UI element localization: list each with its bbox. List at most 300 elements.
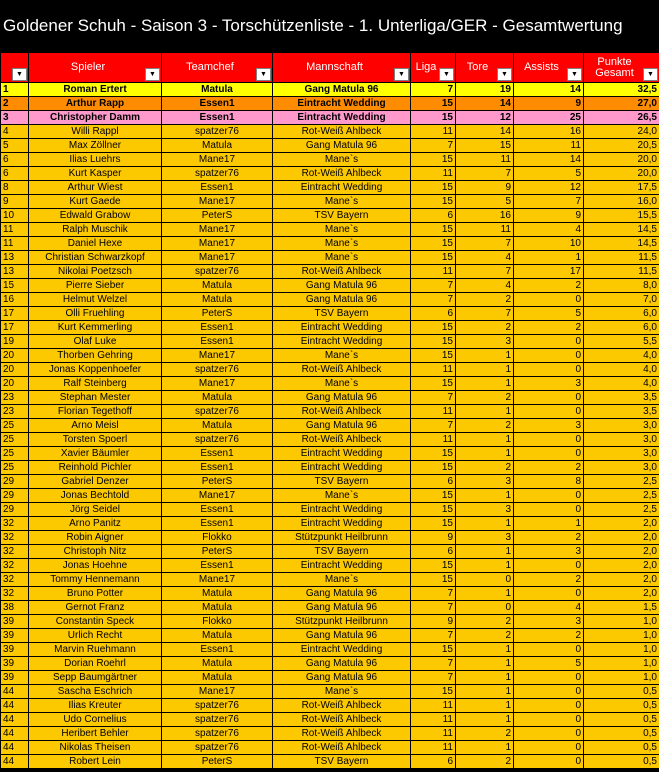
cell-tore[interactable]: 7: [456, 167, 514, 181]
cell-punkte[interactable]: 6,0: [584, 321, 659, 335]
cell-tore[interactable]: 3: [456, 335, 514, 349]
cell-assists[interactable]: 9: [514, 97, 584, 111]
cell-rank[interactable]: 32: [1, 545, 29, 559]
cell-teamchef[interactable]: Mane17: [162, 237, 273, 251]
cell-spieler[interactable]: Heribert Behler: [29, 727, 162, 741]
cell-assists[interactable]: 14: [514, 83, 584, 97]
cell-mannschaft[interactable]: Stützpunkt Heilbrunn: [273, 615, 411, 629]
cell-punkte[interactable]: 0,5: [584, 741, 659, 755]
cell-rank[interactable]: 23: [1, 391, 29, 405]
cell-teamchef[interactable]: Mane17: [162, 223, 273, 237]
cell-liga[interactable]: 6: [411, 755, 456, 769]
cell-liga[interactable]: 7: [411, 391, 456, 405]
cell-rank[interactable]: 32: [1, 531, 29, 545]
cell-tore[interactable]: 1: [456, 643, 514, 657]
table-row[interactable]: [1, 363, 659, 377]
cell-teamchef[interactable]: Essen1: [162, 559, 273, 573]
table-row[interactable]: [1, 321, 659, 335]
cell-punkte[interactable]: 27,0: [584, 97, 659, 111]
cell-mannschaft[interactable]: Mane`s: [273, 195, 411, 209]
cell-liga[interactable]: 6: [411, 545, 456, 559]
table-row[interactable]: [1, 447, 659, 461]
cell-assists[interactable]: 1: [514, 517, 584, 531]
cell-liga[interactable]: 7: [411, 601, 456, 615]
cell-rank[interactable]: 11: [1, 223, 29, 237]
table-row[interactable]: [1, 125, 659, 139]
table-row[interactable]: [1, 111, 659, 125]
cell-assists[interactable]: 3: [514, 377, 584, 391]
cell-rank[interactable]: 25: [1, 419, 29, 433]
cell-punkte[interactable]: 2,0: [584, 573, 659, 587]
cell-tore[interactable]: 2: [456, 321, 514, 335]
cell-spieler[interactable]: Roman Ertert: [29, 83, 162, 97]
table-row[interactable]: [1, 419, 659, 433]
cell-spieler[interactable]: Nikolas Theisen: [29, 741, 162, 755]
cell-assists[interactable]: 0: [514, 363, 584, 377]
cell-teamchef[interactable]: Mane17: [162, 377, 273, 391]
cell-rank[interactable]: 32: [1, 573, 29, 587]
cell-assists[interactable]: 0: [514, 405, 584, 419]
cell-rank[interactable]: 13: [1, 265, 29, 279]
cell-liga[interactable]: 11: [411, 405, 456, 419]
cell-punkte[interactable]: 2,0: [584, 517, 659, 531]
cell-liga[interactable]: 11: [411, 433, 456, 447]
cell-rank[interactable]: 20: [1, 377, 29, 391]
cell-spieler[interactable]: Arthur Rapp: [29, 97, 162, 111]
cell-liga[interactable]: 9: [411, 615, 456, 629]
cell-spieler[interactable]: Ilias Luehrs: [29, 153, 162, 167]
filter-dropdown-icon[interactable]: ▼: [497, 68, 512, 81]
cell-assists[interactable]: 3: [514, 615, 584, 629]
cell-punkte[interactable]: 7,0: [584, 293, 659, 307]
cell-teamchef[interactable]: PeterS: [162, 545, 273, 559]
table-row[interactable]: [1, 545, 659, 559]
cell-assists[interactable]: 0: [514, 671, 584, 685]
cell-teamchef[interactable]: Essen1: [162, 461, 273, 475]
cell-mannschaft[interactable]: Rot-Weiß Ahlbeck: [273, 167, 411, 181]
cell-tore[interactable]: 1: [456, 405, 514, 419]
cell-assists[interactable]: 2: [514, 629, 584, 643]
cell-spieler[interactable]: Urlich Recht: [29, 629, 162, 643]
cell-punkte[interactable]: 20,0: [584, 153, 659, 167]
cell-spieler[interactable]: Florian Tegethoff: [29, 405, 162, 419]
cell-mannschaft[interactable]: Gang Matula 96: [273, 279, 411, 293]
cell-spieler[interactable]: Gernot Franz: [29, 601, 162, 615]
table-row[interactable]: [1, 377, 659, 391]
cell-assists[interactable]: 0: [514, 685, 584, 699]
cell-rank[interactable]: 32: [1, 559, 29, 573]
cell-mannschaft[interactable]: Mane`s: [273, 573, 411, 587]
cell-punkte[interactable]: 1,0: [584, 657, 659, 671]
cell-spieler[interactable]: Daniel Hexe: [29, 237, 162, 251]
cell-spieler[interactable]: Xavier Bäumler: [29, 447, 162, 461]
cell-assists[interactable]: 2: [514, 279, 584, 293]
cell-teamchef[interactable]: Essen1: [162, 503, 273, 517]
cell-tore[interactable]: 0: [456, 601, 514, 615]
cell-teamchef[interactable]: Mane17: [162, 685, 273, 699]
col-header-teamchef[interactable]: Teamchef ▼: [162, 53, 273, 83]
cell-assists[interactable]: 0: [514, 559, 584, 573]
cell-liga[interactable]: 15: [411, 97, 456, 111]
cell-assists[interactable]: 5: [514, 167, 584, 181]
cell-liga[interactable]: 15: [411, 153, 456, 167]
cell-tore[interactable]: 3: [456, 503, 514, 517]
cell-punkte[interactable]: 32,5: [584, 83, 659, 97]
cell-mannschaft[interactable]: Mane`s: [273, 489, 411, 503]
cell-teamchef[interactable]: Flokko: [162, 615, 273, 629]
cell-assists[interactable]: 16: [514, 125, 584, 139]
cell-assists[interactable]: 0: [514, 727, 584, 741]
cell-teamchef[interactable]: spatzer76: [162, 405, 273, 419]
cell-punkte[interactable]: 2,0: [584, 545, 659, 559]
cell-assists[interactable]: 2: [514, 573, 584, 587]
cell-rank[interactable]: 39: [1, 629, 29, 643]
cell-liga[interactable]: 11: [411, 713, 456, 727]
cell-spieler[interactable]: Christoph Nitz: [29, 545, 162, 559]
cell-rank[interactable]: 19: [1, 335, 29, 349]
cell-rank[interactable]: 25: [1, 433, 29, 447]
cell-rank[interactable]: 44: [1, 741, 29, 755]
cell-tore[interactable]: 4: [456, 279, 514, 293]
table-row[interactable]: [1, 601, 659, 615]
cell-mannschaft[interactable]: Rot-Weiß Ahlbeck: [273, 699, 411, 713]
cell-tore[interactable]: 7: [456, 307, 514, 321]
filter-dropdown-icon[interactable]: ▼: [145, 68, 160, 81]
col-header-mannschaft[interactable]: Mannschaft ▼: [273, 53, 411, 83]
cell-spieler[interactable]: Ilias Kreuter: [29, 699, 162, 713]
cell-punkte[interactable]: 5,5: [584, 335, 659, 349]
cell-tore[interactable]: 3: [456, 531, 514, 545]
cell-teamchef[interactable]: spatzer76: [162, 125, 273, 139]
cell-tore[interactable]: 12: [456, 111, 514, 125]
table-row[interactable]: [1, 433, 659, 447]
table-row[interactable]: [1, 279, 659, 293]
cell-mannschaft[interactable]: Eintracht Wedding: [273, 503, 411, 517]
cell-liga[interactable]: 11: [411, 727, 456, 741]
cell-punkte[interactable]: 2,0: [584, 531, 659, 545]
table-row[interactable]: [1, 559, 659, 573]
cell-teamchef[interactable]: spatzer76: [162, 363, 273, 377]
cell-tore[interactable]: 2: [456, 615, 514, 629]
col-header-rank[interactable]: [1, 53, 29, 83]
table-row[interactable]: [1, 153, 659, 167]
table-row[interactable]: [1, 643, 659, 657]
cell-tore[interactable]: 1: [456, 447, 514, 461]
cell-assists[interactable]: 0: [514, 755, 584, 769]
cell-liga[interactable]: 7: [411, 671, 456, 685]
cell-spieler[interactable]: Helmut Welzel: [29, 293, 162, 307]
cell-mannschaft[interactable]: TSV Bayern: [273, 475, 411, 489]
cell-teamchef[interactable]: Matula: [162, 587, 273, 601]
cell-punkte[interactable]: 1,5: [584, 601, 659, 615]
table-row[interactable]: [1, 629, 659, 643]
cell-punkte[interactable]: 11,5: [584, 265, 659, 279]
cell-tore[interactable]: 11: [456, 153, 514, 167]
cell-liga[interactable]: 11: [411, 741, 456, 755]
cell-liga[interactable]: 7: [411, 279, 456, 293]
cell-punkte[interactable]: 3,0: [584, 461, 659, 475]
cell-liga[interactable]: 15: [411, 251, 456, 265]
cell-mannschaft[interactable]: Gang Matula 96: [273, 293, 411, 307]
cell-spieler[interactable]: Stephan Mester: [29, 391, 162, 405]
cell-rank[interactable]: 11: [1, 237, 29, 251]
table-row[interactable]: [1, 573, 659, 587]
cell-rank[interactable]: 6: [1, 153, 29, 167]
cell-rank[interactable]: 8: [1, 181, 29, 195]
cell-rank[interactable]: 3: [1, 111, 29, 125]
cell-mannschaft[interactable]: Gang Matula 96: [273, 139, 411, 153]
cell-punkte[interactable]: 1,0: [584, 671, 659, 685]
cell-mannschaft[interactable]: Eintracht Wedding: [273, 335, 411, 349]
cell-spieler[interactable]: Sepp Baumgärtner: [29, 671, 162, 685]
cell-liga[interactable]: 11: [411, 125, 456, 139]
cell-teamchef[interactable]: Flokko: [162, 531, 273, 545]
cell-teamchef[interactable]: Matula: [162, 601, 273, 615]
filter-dropdown-icon[interactable]: ▼: [567, 68, 582, 81]
cell-punkte[interactable]: 4,0: [584, 349, 659, 363]
cell-assists[interactable]: 0: [514, 447, 584, 461]
cell-tore[interactable]: 2: [456, 391, 514, 405]
cell-rank[interactable]: 44: [1, 699, 29, 713]
cell-spieler[interactable]: Nikolai Poetzsch: [29, 265, 162, 279]
cell-mannschaft[interactable]: Gang Matula 96: [273, 671, 411, 685]
cell-mannschaft[interactable]: Eintracht Wedding: [273, 321, 411, 335]
cell-spieler[interactable]: Pierre Sieber: [29, 279, 162, 293]
cell-liga[interactable]: 6: [411, 209, 456, 223]
cell-spieler[interactable]: Kurt Gaede: [29, 195, 162, 209]
cell-tore[interactable]: 14: [456, 125, 514, 139]
cell-teamchef[interactable]: Essen1: [162, 111, 273, 125]
cell-spieler[interactable]: Christian Schwarzkopf: [29, 251, 162, 265]
cell-tore[interactable]: 7: [456, 265, 514, 279]
cell-mannschaft[interactable]: Rot-Weiß Ahlbeck: [273, 363, 411, 377]
cell-assists[interactable]: 0: [514, 391, 584, 405]
table-row[interactable]: [1, 251, 659, 265]
cell-punkte[interactable]: 26,5: [584, 111, 659, 125]
table-row[interactable]: [1, 461, 659, 475]
cell-punkte[interactable]: 1,0: [584, 643, 659, 657]
cell-teamchef[interactable]: Matula: [162, 657, 273, 671]
cell-mannschaft[interactable]: Eintracht Wedding: [273, 111, 411, 125]
cell-liga[interactable]: 15: [411, 223, 456, 237]
cell-mannschaft[interactable]: Eintracht Wedding: [273, 97, 411, 111]
cell-punkte[interactable]: 3,0: [584, 447, 659, 461]
cell-spieler[interactable]: Arno Panitz: [29, 517, 162, 531]
cell-rank[interactable]: 4: [1, 125, 29, 139]
cell-assists[interactable]: 0: [514, 433, 584, 447]
cell-tore[interactable]: 1: [456, 587, 514, 601]
cell-teamchef[interactable]: Essen1: [162, 447, 273, 461]
cell-tore[interactable]: 0: [456, 573, 514, 587]
cell-tore[interactable]: 7: [456, 237, 514, 251]
table-row[interactable]: [1, 139, 659, 153]
cell-tore[interactable]: 2: [456, 727, 514, 741]
cell-mannschaft[interactable]: Rot-Weiß Ahlbeck: [273, 713, 411, 727]
table-row[interactable]: [1, 517, 659, 531]
cell-rank[interactable]: 23: [1, 405, 29, 419]
table-row[interactable]: [1, 671, 659, 685]
cell-rank[interactable]: 2: [1, 97, 29, 111]
cell-liga[interactable]: 7: [411, 657, 456, 671]
cell-spieler[interactable]: Marvin Ruehmann: [29, 643, 162, 657]
cell-spieler[interactable]: Jörg Seidel: [29, 503, 162, 517]
cell-liga[interactable]: 15: [411, 321, 456, 335]
cell-assists[interactable]: 2: [514, 321, 584, 335]
cell-spieler[interactable]: Max Zöllner: [29, 139, 162, 153]
table-row[interactable]: [1, 531, 659, 545]
cell-spieler[interactable]: Arthur Wiest: [29, 181, 162, 195]
cell-rank[interactable]: 6: [1, 167, 29, 181]
cell-tore[interactable]: 16: [456, 209, 514, 223]
cell-mannschaft[interactable]: Eintracht Wedding: [273, 181, 411, 195]
cell-rank[interactable]: 29: [1, 475, 29, 489]
table-row[interactable]: [1, 503, 659, 517]
cell-teamchef[interactable]: Mane17: [162, 489, 273, 503]
cell-liga[interactable]: 6: [411, 475, 456, 489]
cell-assists[interactable]: 25: [514, 111, 584, 125]
table-row[interactable]: [1, 615, 659, 629]
cell-rank[interactable]: 13: [1, 251, 29, 265]
cell-punkte[interactable]: 16,0: [584, 195, 659, 209]
cell-rank[interactable]: 32: [1, 517, 29, 531]
table-row[interactable]: [1, 293, 659, 307]
cell-assists[interactable]: 0: [514, 503, 584, 517]
table-row[interactable]: [1, 391, 659, 405]
filter-dropdown-icon[interactable]: ▼: [439, 68, 454, 81]
cell-tore[interactable]: 1: [456, 489, 514, 503]
cell-mannschaft[interactable]: Gang Matula 96: [273, 601, 411, 615]
cell-teamchef[interactable]: PeterS: [162, 307, 273, 321]
cell-spieler[interactable]: Thorben Gehring: [29, 349, 162, 363]
cell-teamchef[interactable]: spatzer76: [162, 713, 273, 727]
cell-liga[interactable]: 15: [411, 181, 456, 195]
cell-teamchef[interactable]: spatzer76: [162, 741, 273, 755]
cell-tore[interactable]: 1: [456, 545, 514, 559]
cell-rank[interactable]: 29: [1, 503, 29, 517]
cell-rank[interactable]: 44: [1, 755, 29, 769]
cell-rank[interactable]: 25: [1, 447, 29, 461]
cell-liga[interactable]: 15: [411, 111, 456, 125]
cell-mannschaft[interactable]: Eintracht Wedding: [273, 517, 411, 531]
cell-spieler[interactable]: Ralph Muschik: [29, 223, 162, 237]
cell-rank[interactable]: 15: [1, 279, 29, 293]
cell-punkte[interactable]: 8,0: [584, 279, 659, 293]
cell-punkte[interactable]: 3,5: [584, 405, 659, 419]
cell-liga[interactable]: 15: [411, 447, 456, 461]
cell-mannschaft[interactable]: TSV Bayern: [273, 755, 411, 769]
cell-spieler[interactable]: Constantin Speck: [29, 615, 162, 629]
col-header-liga[interactable]: Liga ▼: [411, 53, 456, 83]
cell-spieler[interactable]: Jonas Koppenhoefer: [29, 363, 162, 377]
cell-teamchef[interactable]: spatzer76: [162, 433, 273, 447]
cell-mannschaft[interactable]: Eintracht Wedding: [273, 461, 411, 475]
cell-punkte[interactable]: 3,0: [584, 419, 659, 433]
cell-mannschaft[interactable]: Rot-Weiß Ahlbeck: [273, 405, 411, 419]
cell-punkte[interactable]: 4,0: [584, 363, 659, 377]
table-row[interactable]: [1, 685, 659, 699]
cell-mannschaft[interactable]: Rot-Weiß Ahlbeck: [273, 741, 411, 755]
cell-mannschaft[interactable]: Gang Matula 96: [273, 83, 411, 97]
cell-assists[interactable]: 9: [514, 209, 584, 223]
cell-spieler[interactable]: Olli Fruehling: [29, 307, 162, 321]
cell-spieler[interactable]: Ralf Steinberg: [29, 377, 162, 391]
cell-assists[interactable]: 5: [514, 307, 584, 321]
cell-assists[interactable]: 17: [514, 265, 584, 279]
cell-spieler[interactable]: Kurt Kemmerling: [29, 321, 162, 335]
table-row[interactable]: [1, 741, 659, 755]
col-header-assists[interactable]: Assists ▼: [514, 53, 584, 83]
cell-tore[interactable]: 19: [456, 83, 514, 97]
cell-liga[interactable]: 15: [411, 643, 456, 657]
cell-tore[interactable]: 2: [456, 293, 514, 307]
cell-rank[interactable]: 9: [1, 195, 29, 209]
cell-rank[interactable]: 5: [1, 139, 29, 153]
cell-tore[interactable]: 1: [456, 685, 514, 699]
cell-assists[interactable]: 0: [514, 699, 584, 713]
cell-mannschaft[interactable]: Gang Matula 96: [273, 629, 411, 643]
cell-tore[interactable]: 9: [456, 181, 514, 195]
table-row[interactable]: [1, 713, 659, 727]
cell-tore[interactable]: 2: [456, 461, 514, 475]
cell-teamchef[interactable]: spatzer76: [162, 167, 273, 181]
cell-teamchef[interactable]: Matula: [162, 419, 273, 433]
cell-assists[interactable]: 0: [514, 587, 584, 601]
cell-liga[interactable]: 11: [411, 265, 456, 279]
cell-rank[interactable]: 39: [1, 615, 29, 629]
cell-assists[interactable]: 7: [514, 195, 584, 209]
table-row[interactable]: [1, 237, 659, 251]
cell-liga[interactable]: 15: [411, 377, 456, 391]
table-row[interactable]: [1, 83, 659, 97]
cell-teamchef[interactable]: Mane17: [162, 251, 273, 265]
cell-punkte[interactable]: 24,0: [584, 125, 659, 139]
cell-teamchef[interactable]: spatzer76: [162, 265, 273, 279]
cell-punkte[interactable]: 3,5: [584, 391, 659, 405]
cell-teamchef[interactable]: Essen1: [162, 335, 273, 349]
cell-tore[interactable]: 1: [456, 671, 514, 685]
cell-tore[interactable]: 1: [456, 741, 514, 755]
cell-tore[interactable]: 1: [456, 433, 514, 447]
cell-teamchef[interactable]: Matula: [162, 629, 273, 643]
cell-rank[interactable]: 38: [1, 601, 29, 615]
cell-teamchef[interactable]: Matula: [162, 293, 273, 307]
col-header-punkte[interactable]: Punkte Gesamt ▼: [584, 53, 659, 83]
cell-spieler[interactable]: Bruno Potter: [29, 587, 162, 601]
cell-punkte[interactable]: 4,0: [584, 377, 659, 391]
cell-liga[interactable]: 15: [411, 335, 456, 349]
cell-mannschaft[interactable]: Stützpunkt Heilbrunn: [273, 531, 411, 545]
table-row[interactable]: [1, 307, 659, 321]
cell-punkte[interactable]: 11,5: [584, 251, 659, 265]
cell-mannschaft[interactable]: Gang Matula 96: [273, 419, 411, 433]
cell-mannschaft[interactable]: TSV Bayern: [273, 307, 411, 321]
cell-mannschaft[interactable]: Mane`s: [273, 685, 411, 699]
cell-rank[interactable]: 16: [1, 293, 29, 307]
cell-spieler[interactable]: Reinhold Pichler: [29, 461, 162, 475]
cell-teamchef[interactable]: Matula: [162, 83, 273, 97]
filter-dropdown-icon[interactable]: ▼: [643, 68, 658, 81]
cell-punkte[interactable]: 20,0: [584, 167, 659, 181]
cell-assists[interactable]: 0: [514, 713, 584, 727]
cell-punkte[interactable]: 2,5: [584, 503, 659, 517]
cell-assists[interactable]: 0: [514, 643, 584, 657]
cell-spieler[interactable]: Sascha Eschrich: [29, 685, 162, 699]
cell-punkte[interactable]: 0,5: [584, 727, 659, 741]
table-row[interactable]: [1, 167, 659, 181]
filter-dropdown-icon[interactable]: ▼: [12, 68, 27, 81]
cell-liga[interactable]: 7: [411, 139, 456, 153]
cell-rank[interactable]: 17: [1, 321, 29, 335]
